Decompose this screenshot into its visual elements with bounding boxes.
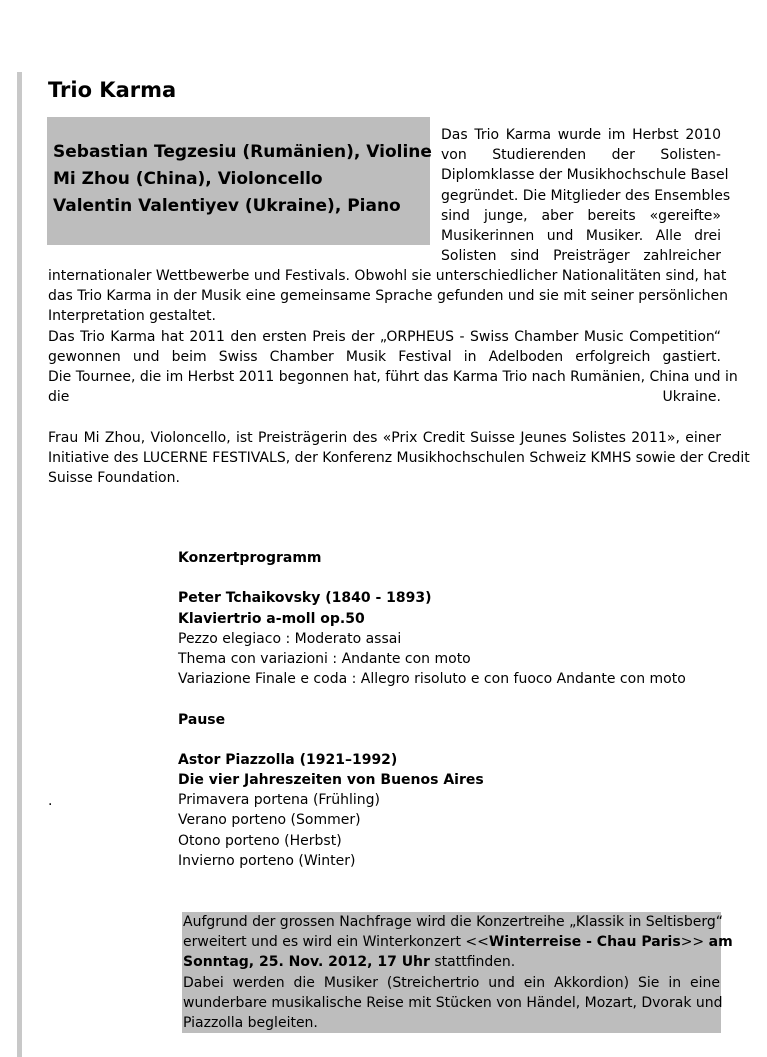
member-cello: Mi Zhou (China), Violoncello [53, 169, 323, 189]
intro-paragraph-side [441, 125, 731, 266]
paragraph-line: Initiative des LUCERNE FESTIVALS, der Konferenz Musikhochschulen Schweiz KMHS sowie der Credit [48, 450, 750, 467]
spacer [178, 730, 686, 750]
member-violin: Sebastian Tegzesiu (Rumänien), Violine [53, 142, 432, 162]
concert-title: Winterreise - Chau Paris [488, 934, 681, 951]
ensemble-members-box [47, 117, 430, 245]
movement: Verano porteno (Sommer) [178, 812, 361, 829]
composer-tchaikovsky: Peter Tchaikovsky (1840 - 1893) [178, 590, 432, 607]
intro-line: Musikerinnen und Musiker. Alle drei [441, 228, 721, 245]
intro-line: von Studierenden der Solisten- [441, 147, 721, 164]
paragraph-mi-zhou [48, 428, 750, 489]
paragraph-orpheus-line: Das Trio Karma hat 2011 den ersten Preis der „ORPHEUS - Swiss Chamber Music Competition“ [48, 328, 721, 345]
work-jahreszeiten: Die vier Jahreszeiten von Buenos Aires [178, 772, 484, 789]
intro-line: das Trio Karma in der Musik eine gemeinsame Sprache gefunden und sie mit seiner persönlichen [48, 288, 729, 305]
intro-paragraph-continued [48, 266, 738, 407]
notice-line: Aufgrund der grossen Nachfrage wird die Konzertreihe „Klassik in Seltisberg“ [183, 914, 723, 930]
movement: Thema con variazioni : Andante con moto [178, 650, 471, 667]
notice-line: erweitert und es wird ein Winterkonzert <<Winterreise - Chau Paris>> am [183, 934, 733, 951]
notice-line: Sonntag, 25. Nov. 2012, 17 Uhr stattfinden. [183, 954, 516, 971]
pause-label: Pause [178, 711, 226, 728]
intro-line: internationaler Wettbewerbe und Festivals. Obwohl sie unterschiedlicher Nationalitäten sind, hat [48, 268, 727, 284]
movement: Pezzo elegiaco : Moderato assai [178, 630, 402, 647]
movement: Invierno porteno (Winter) [178, 852, 356, 869]
intro-line: sind junge, aber bereits «gereifte» [441, 207, 721, 224]
intro-line: Das Trio Karma wurde im Herbst 2010 [441, 127, 721, 143]
spacer [178, 689, 686, 709]
concert-program [178, 548, 686, 871]
composer-piazzolla: Astor Piazzolla (1921–1992) [178, 751, 398, 768]
spacer [178, 568, 686, 588]
paragraph-orpheus-line: die Ukraine. [48, 389, 721, 406]
paragraph-orpheus-line: Die Tournee, die im Herbst 2011 begonnen hat, führt das Karma Trio nach Rumänien, China und in [48, 369, 738, 386]
movement: Otono porteno (Herbst) [178, 832, 342, 849]
movement: Primavera portena (Frühling) [178, 792, 380, 809]
movement: Variazione Finale e coda : Allegro risoluto e con fuoco Andante con moto [178, 671, 686, 688]
concert-date: Sonntag, 25. Nov. 2012, 17 Uhr [183, 954, 430, 971]
notice-line: Dabei werden die Musiker (Streichertrio und ein Akkordion) Sie in eine [183, 974, 720, 991]
stray-dot: . [48, 793, 53, 809]
notice-line: Piazzolla begleiten. [183, 1015, 318, 1032]
paragraph-orpheus-line: gewonnen und beim Swiss Chamber Musik Festival in Adelboden erfolgreich gastiert. [48, 348, 721, 365]
intro-line: Diplomklasse der Musikhochschule Basel [441, 167, 729, 184]
paragraph-line: Frau Mi Zhou, Violoncello, ist Preisträgerin des «Prix Credit Suisse Jeunes Solistes 2011», einer [48, 430, 721, 446]
notice-line: wunderbare musikalische Reise mit Stücken von Händel, Mozart, Dvorak und [183, 994, 723, 1011]
intro-line: Interpretation gestaltet. [48, 308, 216, 325]
winter-concert-notice [182, 912, 733, 1033]
page-margin-rule [17, 72, 22, 1057]
program-heading: Konzertprogramm [178, 550, 322, 566]
member-piano: Valentin Valentiyev (Ukraine), Piano [53, 196, 401, 216]
paragraph-line: Suisse Foundation. [48, 470, 180, 487]
page-title: Trio Karma [48, 78, 177, 102]
work-klaviertrio: Klaviertrio a-moll op.50 [178, 610, 365, 627]
intro-line: Solisten sind Preisträger zahlreicher [441, 248, 721, 265]
intro-line: gegründet. Die Mitglieder des Ensembles [441, 187, 731, 204]
